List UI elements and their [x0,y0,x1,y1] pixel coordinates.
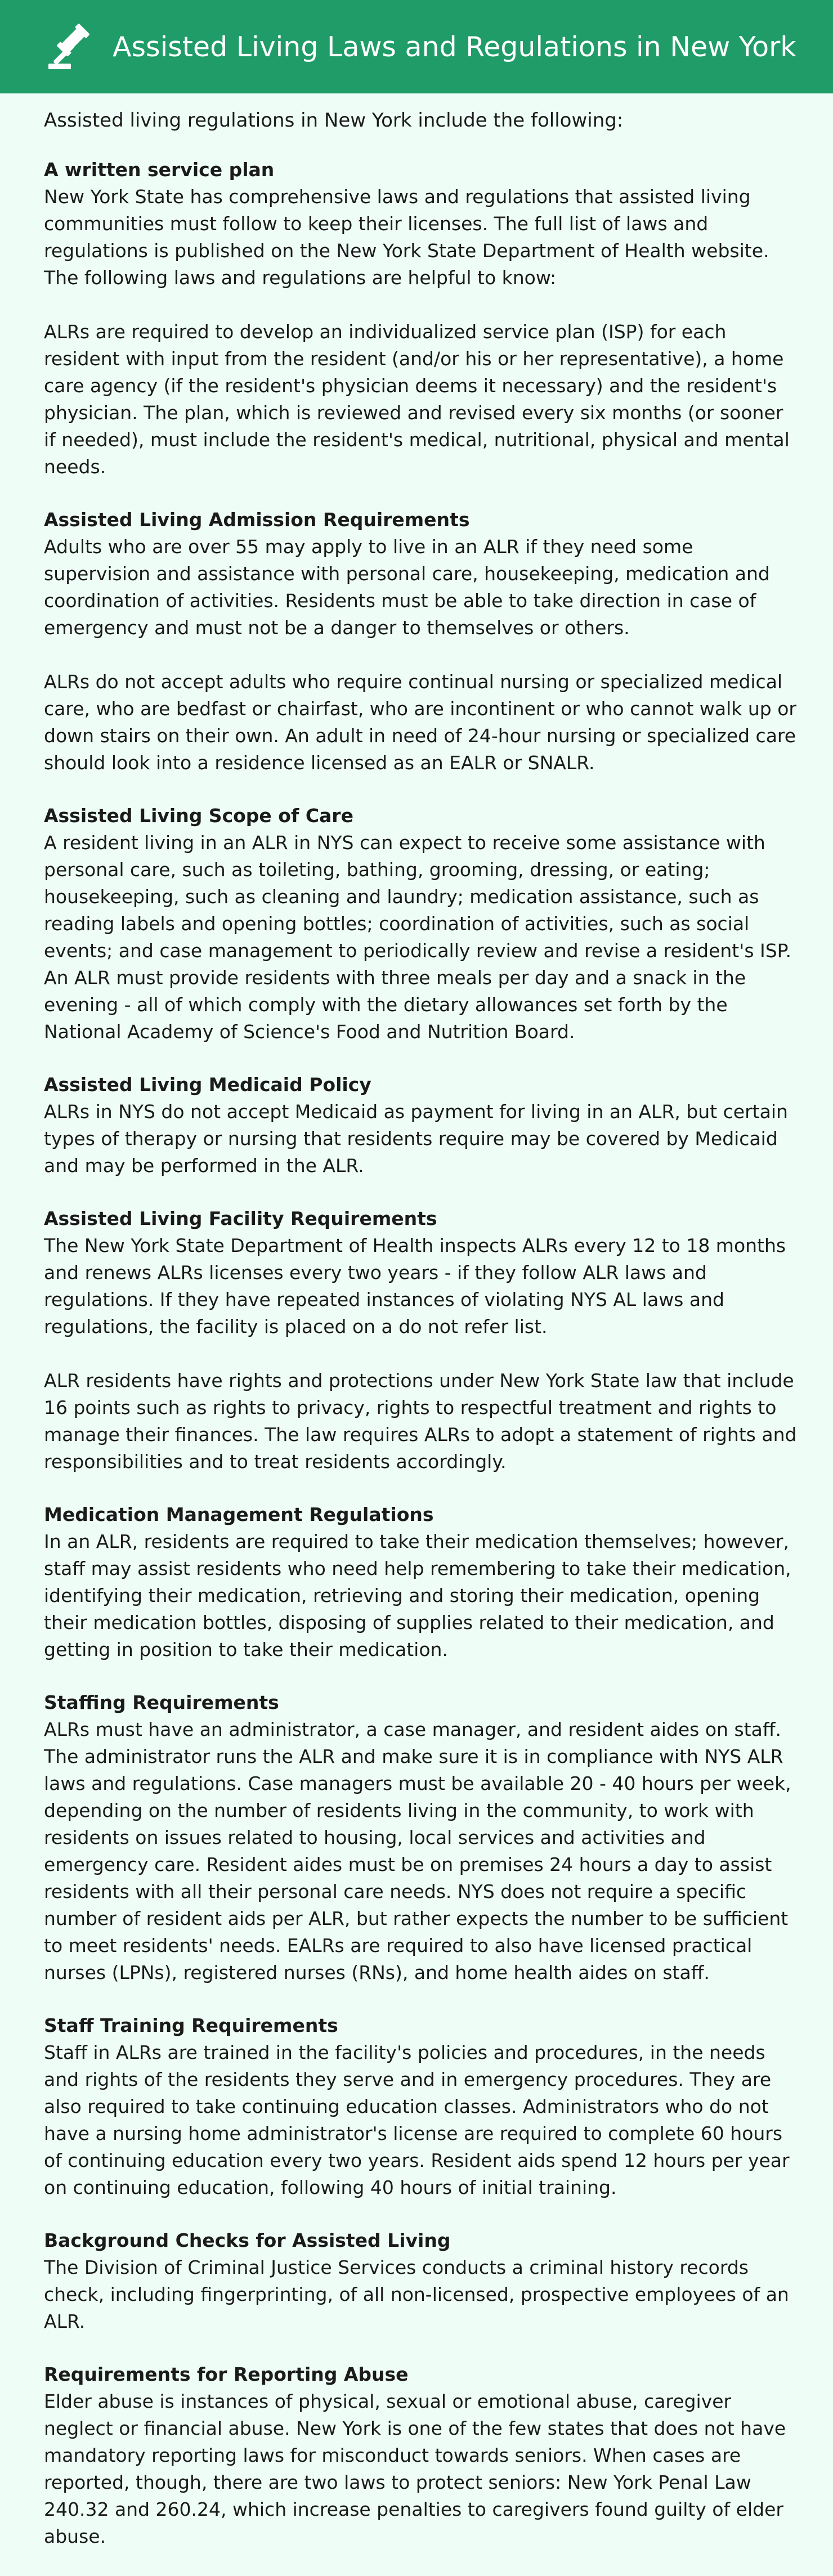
section-heading: Assisted Living Admission Requirements [44,509,470,531]
section-paragraph: Adults who are over 55 may apply to live in an ALR if they need some supervision and assistance with personal care, housekeeping, medication and coordination of activities. Residents must be able to take direction in case of emergency and must not be a danger to themselves or others. [44,536,770,639]
page-title: Assisted Living Laws and Regulations in New York [113,30,796,63]
section-medicaid-policy [44,1071,798,1179]
section-background-checks [44,2227,798,2335]
section-heading: Staff Training Requirements [44,2014,338,2036]
section-paragraph: New York State has comprehensive laws and regulations that assisted living communities must follow to keep their licenses. The full list of laws and regulations is published on the New York State Department of Health website. The following laws and regulations are helpful to know: [44,186,769,289]
section-paragraph: Elder abuse is instances of physical, sexual or emotional abuse, caregiver neglect or financial abuse. New York is one of the few states that does not have mandatory reporting laws for misconduct towards seniors. When cases are reported, though, there are two laws to protect seniors: New York Penal Law 240.32 and 260.24, which increase penalties to caregivers found guilty of elder abuse. [44,2390,786,2547]
section-heading: Requirements for Reporting Abuse [44,2363,409,2385]
section-heading: Medication Management Regulations [44,1504,434,1525]
section-facility-requirements [44,1205,798,1475]
section-paragraph: Staff in ALRs are trained in the facility's policies and procedures, in the needs and rights of the residents they serve and in emergency procedures. They are also required to take continuing education classes. Administrators who do not have a nursing home administrator's license are required to complete 60 hours of continuing education every two years. Resident aids spend 12 hours per year on continuing education, following 40 hours of initial training. [44,2041,790,2198]
section-written-service-plan [44,156,798,481]
section-paragraph: The Division of Criminal Justice Services conducts a criminal history records check, including fingerprinting, of all non-licensed, prospective employees of an ALR. [44,2256,789,2332]
section-paragraph: ALRs in NYS do not accept Medicaid as payment for living in an ALR, but certain types of therapy or nursing that residents require may be covered by Medicaid and may be performed in the ALR. [44,1101,788,1177]
section-paragraph: A resident living in an ALR in NYS can expect to receive some assistance with personal care, such as toileting, bathing, grooming, dressing, or eating; housekeeping, such as cleaning and laundry; medication assistance, such as reading labels and opening bottles; coordination of activities, such as social events; and case management to periodically review and revise a resident's ISP. An ALR must provide residents with three meals per day and a snack in the evening - all of which comply with the dietary allowances set forth by the National Academy of Science's Food and Nutrition Board. [44,832,791,1043]
section-heading: Staffing Requirements [44,1691,279,1713]
section-admission-requirements [44,506,798,777]
section-paragraph: ALRs must have an administrator, a case manager, and resident aides on staff. The administrator runs the ALR and make sure it is in compliance with NYS ALR laws and regulations. Case managers must be available 20 - 40 hours per week, depending on the number of residents living in the community, to work with residents on issues related to housing, local services and activities and emergency care. Resident aides must be on premises 24 hours a day to assist residents with all their personal care needs. NYS does not require a specific number of resident aids per ALR, but rather expects the number to be sufficient to meet residents' needs. EALRs are required to also have licensed practical nurses (LPNs), registered nurses (RNs), and home health aides on staff. [44,1718,791,1983]
section-medication-management [44,1501,798,1663]
section-heading: Assisted Living Facility Requirements [44,1208,437,1229]
section-paragraph: ALRs do not accept adults who require continual nursing or specialized medical care, who are bedfast or chairfast, who are incontinent or who cannot walk up or down stairs on their own. An adult in need of 24-hour nursing or specialized care should look into a residence licensed as an EALR or SNALR. [44,671,796,774]
intro-text: Assisted living regulations in New York include the following: [44,109,624,132]
section-paragraph: ALRs are required to develop an individualized service plan (ISP) for each resident with input from the resident (and/or his or her representative), a home care agency (if the resident's physician deems it necessary) and the resident's physician. The plan, which is reviewed and revised every six months (or sooner if needed), must include the resident's medical, nutritional, physical and mental needs. [44,321,790,478]
section-paragraph: In an ALR, residents are required to take their medication themselves; however, staff may assist residents who need help remembering to take their medication, identifying their medication, retrieving and storing their medication, opening their medication bottles, disposing of supplies related to their medication, and getting in position to take their medication. [44,1531,791,1661]
section-heading: Assisted Living Scope of Care [44,805,353,827]
section-heading: A written service plan [44,159,275,181]
section-reporting-abuse [44,2361,798,2550]
page-header [0,0,833,93]
article-body [44,101,798,2576]
section-heading: Assisted Living Medicaid Policy [44,1074,371,1096]
section-heading: Background Checks for Assisted Living [44,2229,451,2251]
section-paragraph: The New York State Department of Health inspects ALRs every 12 to 18 months and renews ALRs licenses every two years - if they follow ALR laws and regulations. If they have repeated instances of violating NYS AL laws and regulations, the facility is placed on a do not refer list. [44,1235,786,1338]
section-scope-of-care [44,802,798,1045]
section-paragraph: ALR residents have rights and protections under New York State law that include 16 points such as rights to privacy, rights to respectful treatment and rights to manage their finances. The law requires ALRs to adopt a statement of rights and responsibilities and to treat residents accordingly. [44,1370,797,1473]
section-staffing-requirements [44,1689,798,1986]
gavel-icon [43,19,99,75]
section-staff-training [44,2012,798,2201]
